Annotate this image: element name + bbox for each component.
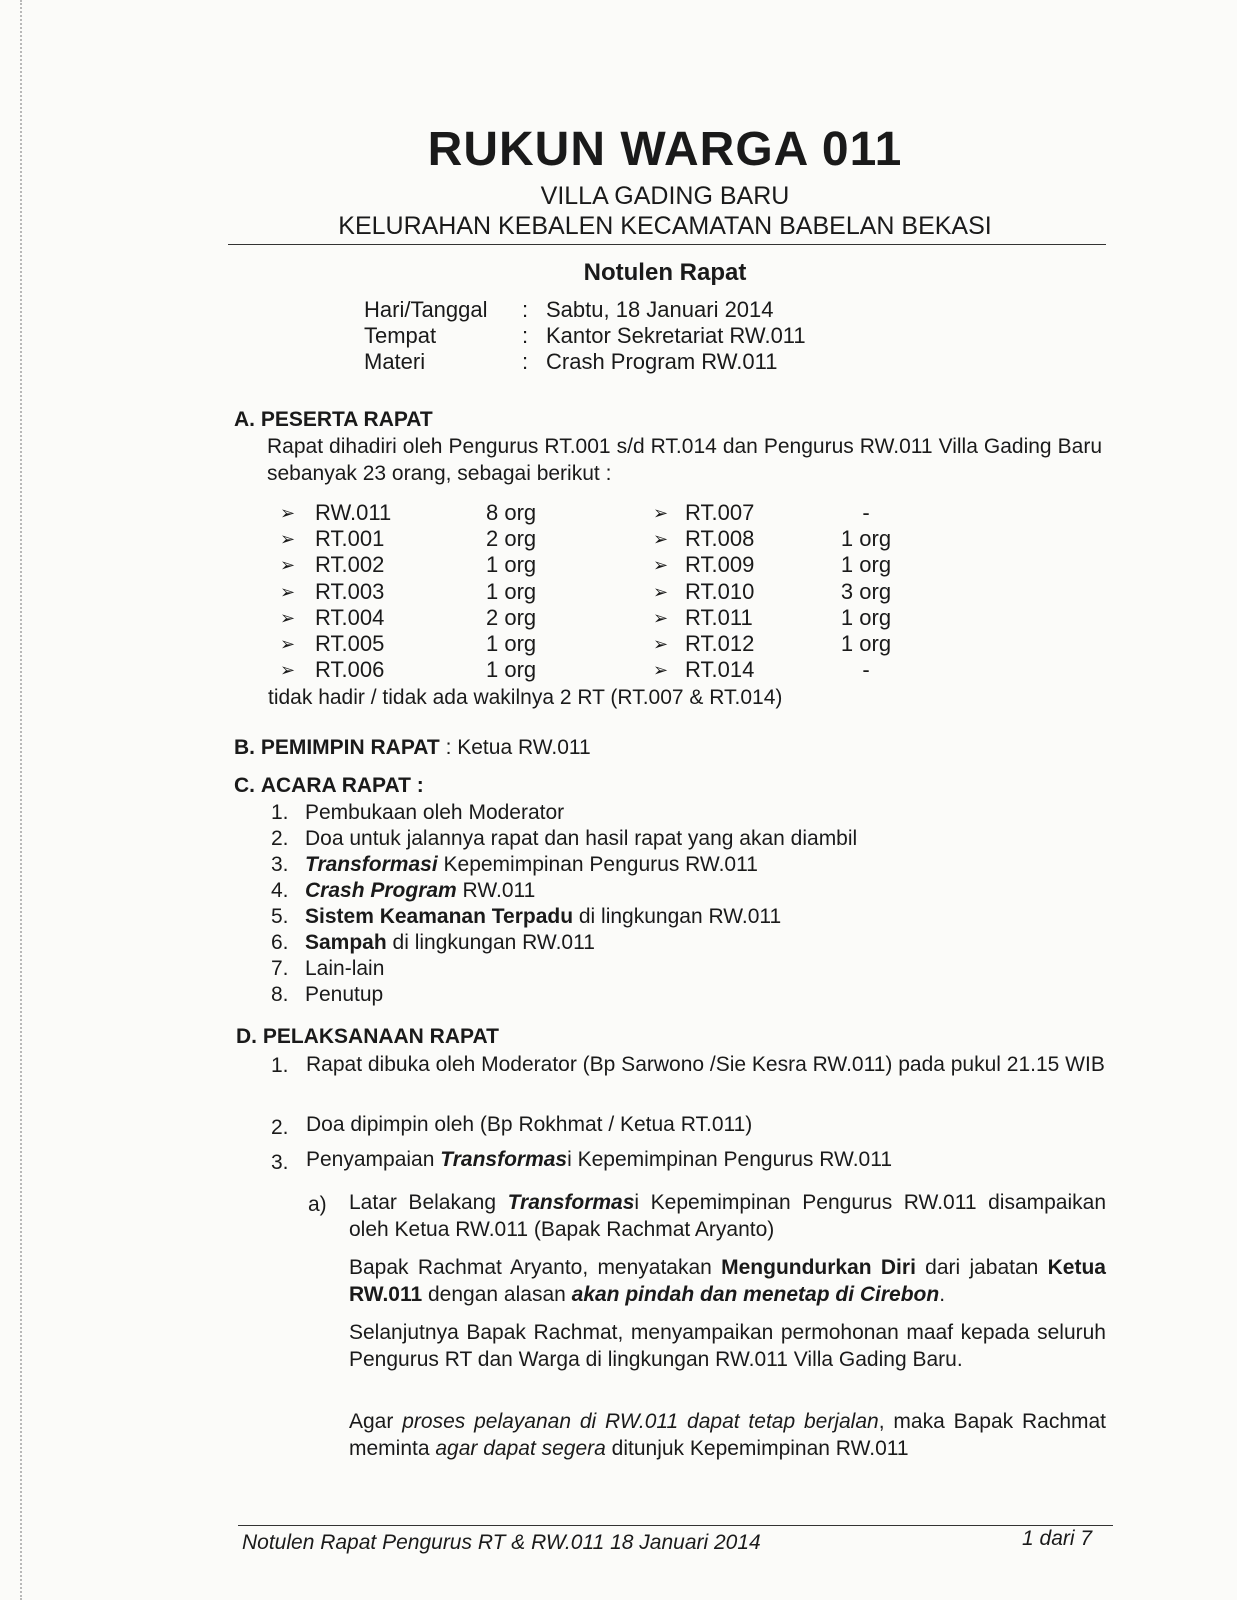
agenda-item: Sistem Keamanan Terpadu di lingkungan RW.011 (305, 905, 782, 928)
participant-unit: RT.006 (315, 657, 385, 682)
bullet-arrow-icon: ➢ (653, 660, 669, 680)
bullet-arrow-icon: ➢ (280, 582, 296, 602)
meta-label: Materi (364, 349, 426, 374)
minutes-item-1: Rapat dibuka oleh Moderator (Bp Sarwono /Sie Kesra RW.011) pada pukul 21.15 WIB (306, 1053, 1105, 1076)
participant-unit: RT.007 (685, 500, 755, 525)
participant-unit: RT.012 (685, 631, 755, 656)
agenda-number: 6. (271, 931, 289, 954)
section-a-heading: A. PESERTA RAPAT (234, 408, 433, 431)
paragraph-resignation: Bapak Rachmat Aryanto, menyatakan Mengundurkan Diri dari jabatan Ketua RW.011 dengan alasan akan pindah dan menetap di Cirebon. (349, 1256, 1106, 1306)
participant-unit: RT.009 (685, 552, 755, 577)
page-number: 1 dari 7 (1022, 1527, 1093, 1550)
minutes-item-2: Doa dipimpin oleh (Bp Rokhmat / Ketua RT.011) (306, 1113, 753, 1136)
participant-unit: RT.008 (685, 526, 755, 551)
participant-count: 1 org (486, 657, 537, 682)
bullet-arrow-icon: ➢ (653, 555, 669, 575)
agenda-item: Doa untuk jalannya rapat dan hasil rapat yang akan diambil (305, 827, 858, 850)
paragraph-apology: Selanjutnya Bapak Rachmat, menyampaikan permohonan maaf kepada seluruh Pengurus RT dan Warga di lingkungan RW.011 Villa Gading Baru. (349, 1321, 1106, 1371)
participant-count: 1 org (840, 526, 892, 551)
agenda-number: 5. (271, 905, 289, 928)
participant-unit: RT.005 (315, 631, 385, 656)
meta-label: Tempat (364, 323, 437, 348)
absent-note: tidak hadir / tidak ada wakilnya 2 RT (RT.007 & RT.014) (268, 686, 783, 709)
bullet-arrow-icon: ➢ (653, 582, 669, 602)
meeting-leader: : Ketua RW.011 (439, 736, 591, 759)
document-title: Notulen Rapat (583, 259, 747, 286)
participant-count: 1 org (486, 579, 537, 604)
participant-count: 1 org (840, 631, 892, 656)
participant-unit: RT.010 (685, 579, 755, 604)
sub-item-label: a) (308, 1193, 327, 1216)
meta-colon: : (522, 349, 529, 374)
participant-unit: RT.014 (685, 657, 755, 682)
agenda-item: Pembukaan oleh Moderator (305, 801, 565, 824)
bullet-arrow-icon: ➢ (280, 608, 296, 628)
item-number: 1. (271, 1054, 289, 1077)
participant-count: 1 org (486, 631, 537, 656)
bullet-arrow-icon: ➢ (280, 634, 296, 654)
bullet-arrow-icon: ➢ (280, 660, 296, 680)
participant-count: 1 org (486, 552, 537, 577)
bullet-arrow-icon: ➢ (653, 503, 669, 523)
bullet-arrow-icon: ➢ (653, 634, 669, 654)
participant-count: - (862, 657, 870, 682)
paragraph-request: Agar proses pelayanan di RW.011 dapat tetap berjalan, maka Bapak Rachmat meminta agar dapat segera ditunjuk Kepemimpinan RW.011 (349, 1410, 1107, 1460)
participant-count: 1 org (840, 552, 892, 577)
meta-colon: : (522, 297, 529, 322)
org-subtitle-2: KELURAHAN KEBALEN KECAMATAN BABELAN BEKASI (338, 212, 992, 240)
participant-count: 2 org (486, 526, 537, 551)
bullet-arrow-icon: ➢ (653, 608, 669, 628)
org-title: RUKUN WARGA 011 (427, 123, 903, 176)
header-divider (228, 244, 1106, 245)
participant-unit: RT.001 (315, 526, 385, 551)
agenda-number: 3. (271, 853, 289, 876)
participant-count: 3 org (840, 579, 892, 604)
agenda-item: Transformasi Kepemimpinan Pengurus RW.011 (305, 853, 758, 876)
item-number: 3. (271, 1151, 289, 1174)
participant-unit: RT.002 (315, 552, 385, 577)
meta-value: Sabtu, 18 Januari 2014 (546, 297, 774, 322)
agenda-item: Sampah di lingkungan RW.011 (305, 931, 595, 954)
participant-unit: RT.004 (315, 605, 385, 630)
participant-count: 2 org (486, 605, 537, 630)
minutes-item-3: Penyampaian Transformasi Kepemimpinan Pengurus RW.011 (306, 1148, 893, 1171)
agenda-number: 4. (271, 879, 289, 902)
participant-unit: RT.003 (315, 579, 385, 604)
meta-value: Crash Program RW.011 (546, 349, 778, 374)
section-d-heading: D. PELAKSANAAN RAPAT (236, 1025, 499, 1048)
meta-label: Hari/Tanggal (364, 297, 488, 322)
meta-value: Kantor Sekretariat RW.011 (546, 323, 806, 348)
agenda-number: 7. (271, 957, 289, 980)
item-number: 2. (271, 1116, 289, 1139)
footer-divider (238, 1525, 1113, 1526)
sub-item-a: Latar Belakang Transformasi Kepemimpinan Pengurus RW.011 disampaikan oleh Ketua RW.011 (Bapak Rachmat Aryanto) (349, 1191, 1106, 1241)
agenda-number: 8. (271, 983, 289, 1006)
participant-unit: RT.011 (685, 605, 753, 630)
bullet-arrow-icon: ➢ (280, 503, 296, 523)
footer-title: Notulen Rapat Pengurus RT & RW.011 18 Januari 2014 (242, 1531, 761, 1554)
participant-unit: RW.011 (315, 500, 392, 525)
org-subtitle-1: VILLA GADING BARU (540, 182, 790, 210)
agenda-item: Penutup (305, 983, 384, 1006)
section-b-heading: B. PEMIMPIN RAPAT : Ketua RW.011 (234, 736, 591, 759)
participant-count: 8 org (486, 500, 537, 525)
agenda-item: Crash Program RW.011 (305, 879, 536, 902)
section-a-intro: Rapat dihadiri oleh Pengurus RT.001 s/d RT.014 dan Pengurus RW.011 Villa Gading Baru sebanyak 23 orang, sebagai berikut : (267, 435, 1102, 485)
agenda-number: 2. (271, 827, 289, 850)
bullet-arrow-icon: ➢ (280, 555, 296, 575)
agenda-item: Lain-lain (305, 957, 385, 980)
bullet-arrow-icon: ➢ (653, 529, 669, 549)
bullet-arrow-icon: ➢ (280, 529, 296, 549)
section-c-heading: C. ACARA RAPAT : (234, 774, 424, 797)
participant-count: 1 org (840, 605, 892, 630)
participant-count: - (862, 500, 870, 525)
meta-colon: : (522, 323, 529, 348)
agenda-number: 1. (271, 801, 289, 824)
